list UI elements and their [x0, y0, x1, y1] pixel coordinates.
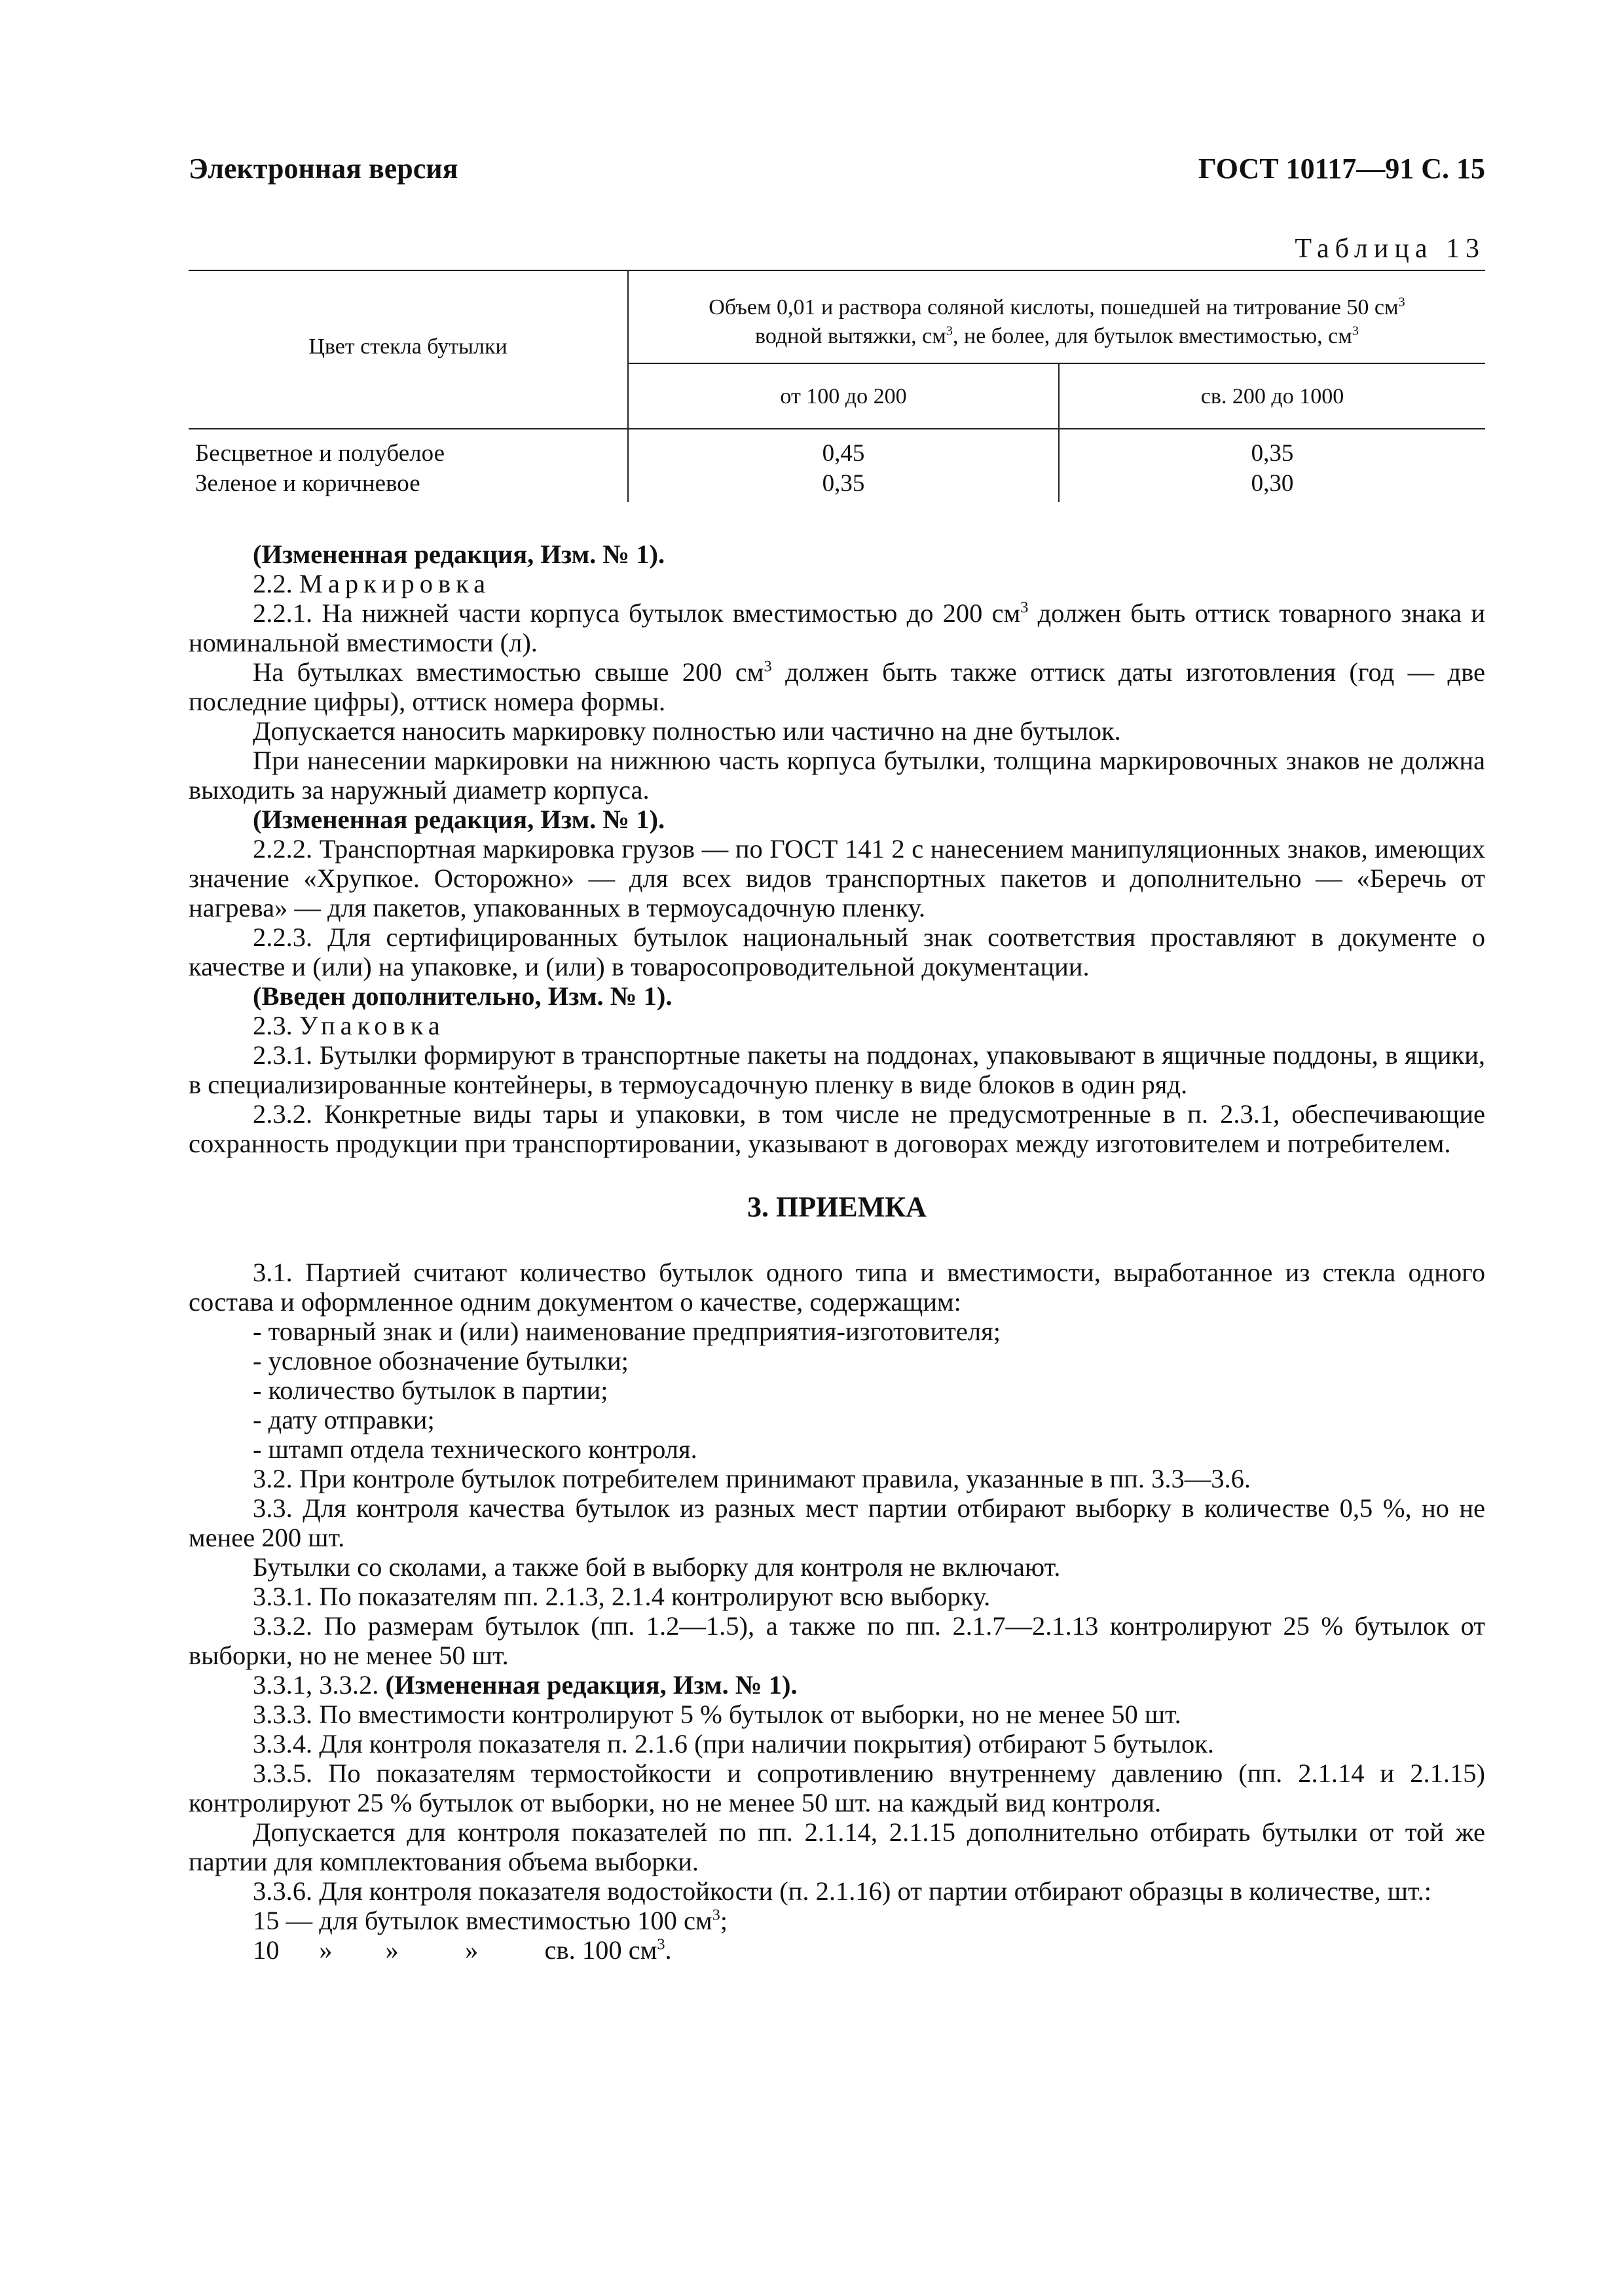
- paragraph-text: 2.2.1. На нижней части корпуса бутылок вместимостью до 200 см: [253, 598, 1021, 628]
- table-top-rule: [189, 270, 1485, 271]
- list-item: - дату отправки;: [253, 1405, 435, 1434]
- sample-text: ;: [720, 1906, 728, 1935]
- list-item: - штамп отдела технического контроля.: [253, 1434, 697, 1464]
- paragraph-2-2-2: 2.2.2. Транспортная маркировка грузов — по ГОСТ 141 2 с нанесением манипуляционных знаков, имеющих значение «Хрупкое. Осторожно» — для всех видов транспортных пакетов и дополнительно — «Беречь от нагрева» — для пакетов, упакованных в термоусадочную пленку.: [189, 834, 1485, 922]
- paragraph-3-3-3: 3.3.3. По вместимости контролируют 5 % бутылок от выборки, но не менее 50 шт.: [253, 1700, 1181, 1729]
- values-col-2: [1060, 439, 1485, 499]
- paragraph-text: должен быть оттиск товарного знака и номинальной вместимости (л).: [189, 598, 1485, 657]
- subsection-2-3: [189, 1011, 1485, 1040]
- sup-3: 3: [712, 1906, 720, 1924]
- table-mid-rule: [627, 363, 1485, 364]
- col-header-volume-b: водной вытяжки, см: [755, 324, 946, 348]
- paragraph-text: На бутылках вместимостью свыше 200 см: [253, 657, 764, 687]
- paragraph-3-3-6: 3.3.6. Для контроля показателя водостойкости (п. 2.1.16) от партии отбирают образцы в количестве, шт.:: [253, 1876, 1431, 1906]
- amendment-note: (Измененная редакция, Изм. № 1).: [253, 539, 665, 569]
- sup-3: 3: [1020, 598, 1029, 617]
- sup-3: 3: [764, 657, 772, 676]
- header-right: ГОСТ 10117—91 С. 15: [1198, 153, 1485, 185]
- row-labels: [195, 439, 445, 499]
- col-header-volume-c: , не более, для бутылок вместимостью, см: [953, 324, 1352, 348]
- sample-text: .: [665, 1935, 672, 1965]
- paragraph-ref: 3.3.1, 3.3.2.: [253, 1670, 386, 1700]
- sup-3: 3: [946, 323, 953, 338]
- paragraph: При нанесении маркировки на нижнюю часть корпуса бутылки, толщина маркировочных знаков не должна выходить за наружный диаметр корпуса.: [189, 746, 1485, 805]
- amendment-note: (Измененная редакция, Изм. № 1).: [253, 805, 665, 834]
- subheader-200-1000: св. 200 до 1000: [1200, 384, 1344, 409]
- paragraph: Допускается наносить маркировку полностью или частично на дне бутылок.: [253, 716, 1121, 746]
- amendment-text: (Измененная редакция, Изм. № 1).: [385, 1670, 798, 1700]
- sample-text: 10 » » » св. 100 см: [253, 1935, 657, 1965]
- paragraph-3-1: 3.1. Партией считают количество бутылок одного типа и вместимости, выработанное из стекла одного состава и оформленное одним документом о качестве, содержащим:: [189, 1258, 1485, 1317]
- subsection-number: 2.3.: [253, 1011, 293, 1040]
- paragraph: [189, 657, 1485, 716]
- col-header-glass-color: Цвет стекла бутылки: [308, 335, 507, 359]
- table-caption: Таблица 13: [1295, 234, 1485, 264]
- paragraph: Допускается для контроля показателей по пп. 2.1.14, 2.1.15 дополнительно отбирать бутылки от той же партии для комплектования объема выборки.: [189, 1817, 1485, 1876]
- paragraph-2-2-1: [189, 598, 1485, 657]
- table-13: [189, 270, 1485, 505]
- row-label-colorless: Бесцветное и полубелое: [195, 440, 445, 467]
- sup-3: 3: [1398, 295, 1405, 310]
- paragraph-3-2: 3.2. При контроле бутылок потребителем принимают правила, указанные в пп. 3.3—3.6.: [253, 1464, 1251, 1493]
- header-left: Электронная версия: [189, 153, 458, 185]
- paragraph-3-3-1: 3.3.1. По показателям пп. 2.1.3, 2.1.4 контролируют всю выборку.: [253, 1582, 991, 1611]
- amendment-note: [189, 1670, 1485, 1700]
- cell-value: 0,35: [822, 470, 865, 497]
- cell-value: 0,30: [1251, 470, 1294, 497]
- body-text: [189, 539, 1485, 1965]
- sample-text: 15 — для бутылок вместимостью 100 см: [253, 1906, 712, 1935]
- sup-3: 3: [1352, 323, 1359, 338]
- sup-3: 3: [657, 1935, 665, 1954]
- paragraph-3-3-5: 3.3.5. По показателям термостойкости и сопротивлению внутреннему давлению (пп. 2.1.14 и 2.1.15) контролируют 25 % бутылок от выборки, но не менее 50 шт. на каждый вид контроля.: [189, 1758, 1485, 1817]
- section-heading: 3. ПРИЕМКА: [747, 1191, 927, 1223]
- subsection-2-2: [189, 569, 1485, 598]
- paragraph-2-2-3: 2.2.3. Для сертифицированных бутылок национальный знак соответствия проставляют в документе о качестве и (или) на упаковке, и (или) в товаросопроводительной документации.: [189, 922, 1485, 981]
- values-col-1: [629, 439, 1058, 499]
- subsection-number: 2.2.: [253, 569, 293, 598]
- list-item: - условное обозначение бутылки;: [253, 1346, 629, 1376]
- paragraph-3-3-4: 3.3.4. Для контроля показателя п. 2.1.6 (при наличии покрытия) отбирают 5 бутылок.: [253, 1729, 1215, 1758]
- subsection-title: Маркировка: [299, 569, 491, 598]
- list-item: - товарный знак и (или) наименование предприятия-изготовителя;: [253, 1317, 1001, 1346]
- paragraph: Бутылки со сколами, а также бой в выборку для контроля не включают.: [253, 1552, 1061, 1582]
- cell-value: 0,45: [822, 440, 865, 467]
- cell-value: 0,35: [1251, 440, 1294, 467]
- amendment-note: (Введен дополнительно, Изм. № 1).: [253, 981, 673, 1011]
- paragraph-2-3-2: 2.3.2. Конкретные виды тары и упаковки, в том числе не предусмотренные в п. 2.3.1, обеспечивающие сохранность продукции при транспортировании, указывают в договорах между изготовителем и потребителем.: [189, 1099, 1485, 1158]
- paragraph-3-3-2: 3.3.2. По размерам бутылок (пп. 1.2—1.5), а также по пп. 2.1.7—2.1.13 контролируют 25 % бутылок от выборки, но не менее 50 шт.: [189, 1611, 1485, 1670]
- sample-line-15: [189, 1906, 1485, 1935]
- subheader-100-200: от 100 до 200: [780, 384, 907, 409]
- table-header-rule: [189, 428, 1485, 429]
- sample-line-10: [189, 1935, 1485, 1965]
- col-header-volume-a: Объем 0,01 и раствора соляной кислоты, пошедшей на титрование 50 см: [709, 295, 1399, 319]
- row-label-green-brown: Зеленое и коричневое: [195, 470, 420, 497]
- list-item: - количество бутылок в партии;: [253, 1376, 608, 1405]
- col-header-volume: [629, 293, 1485, 351]
- paragraph-3-3: 3.3. Для контроля качества бутылок из разных мест партии отбирают выборку в количестве 0,5 %, но не менее 200 шт.: [189, 1493, 1485, 1552]
- subsection-title: Упаковка: [299, 1011, 445, 1040]
- paragraph-text: должен быть также оттиск даты изготовления (год — две последние цифры), оттиск номера формы.: [189, 657, 1485, 716]
- paragraph-2-3-1: 2.3.1. Бутылки формируют в транспортные пакеты на поддонах, упаковывают в ящичные поддоны, в ящики, в специализированные контейнеры, в термоусадочную пленку в виде блоков в один ряд.: [189, 1040, 1485, 1099]
